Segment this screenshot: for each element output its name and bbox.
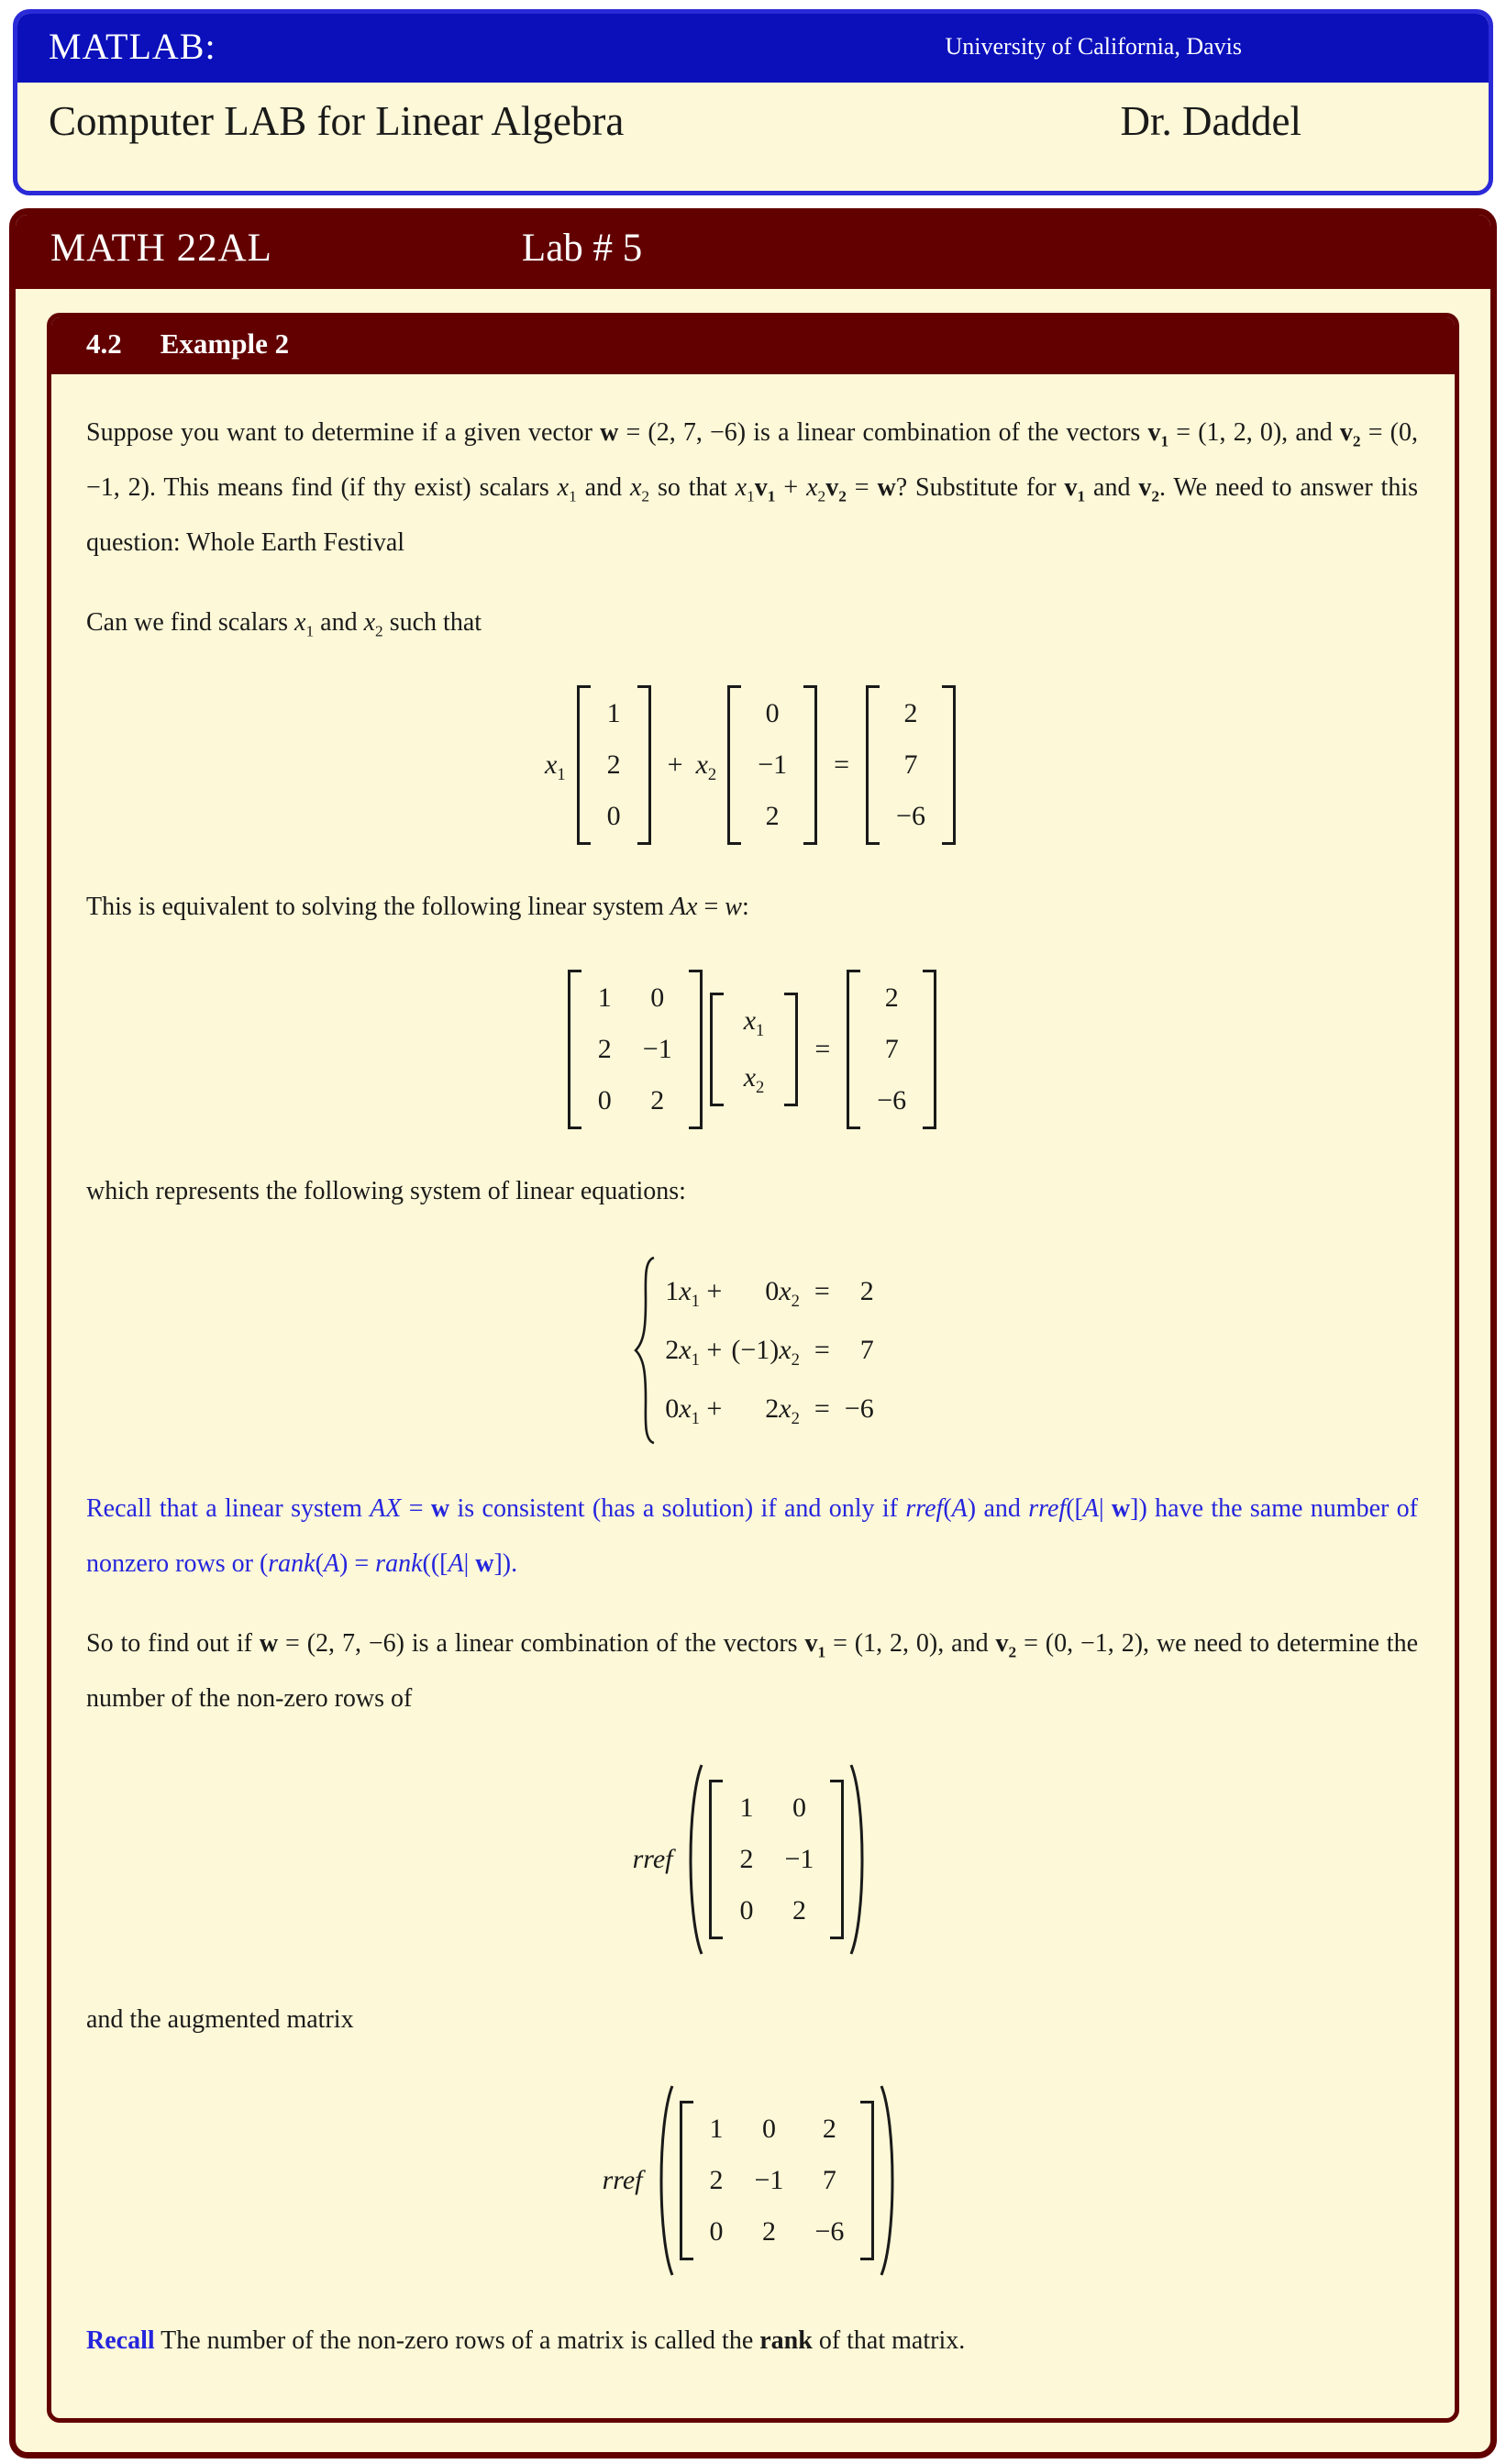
matrix-left-bracket: [727, 685, 741, 845]
university-name: University of California, Davis: [945, 32, 1242, 60]
matrix-cell: 0: [709, 2216, 724, 2248]
operator-plus: +: [667, 749, 683, 780]
matrix-cell: 2: [650, 1084, 665, 1115]
document-header: [13, 9, 1493, 195]
example-body: [51, 374, 1455, 2418]
matrix-cell: $x_2$: [743, 1061, 765, 1097]
system-rhs: 2: [859, 1276, 874, 1307]
matrix-left-bracket: [577, 685, 591, 845]
matrix-cell: 1: [709, 2114, 724, 2145]
matrix-A-entries: [581, 970, 689, 1129]
system-term: $2x_2$: [765, 1393, 800, 1429]
vector-x-entries: [724, 993, 785, 1106]
matrix-cell: 0: [761, 2114, 776, 2145]
matrix-A: [709, 1780, 844, 1939]
paragraph-represents: which represents the following system of linear equations:: [86, 1176, 686, 1205]
operator-equals: =: [834, 749, 850, 780]
matrix-right-bracket: [784, 993, 798, 1106]
matrix-left-bracket: [709, 1780, 723, 1939]
left-paren-icon: [652, 2082, 676, 2279]
matrix-cell: 2: [792, 1894, 806, 1926]
matrix-cell: 2: [709, 2165, 724, 2196]
example-section-title: Example 2: [160, 327, 290, 360]
matrix-cell: 2: [606, 749, 621, 780]
header-cream-bar: [17, 83, 1489, 191]
system-term: $2x_1$ +: [665, 1335, 723, 1371]
system-rows: [665, 1276, 874, 1429]
curly-brace-icon: [630, 1254, 659, 1447]
matrix-cell: 0: [792, 1792, 806, 1823]
equation-matrix-form: [86, 970, 1418, 1129]
matrix-cell: 2: [597, 1033, 612, 1064]
matrix-cell: 2: [903, 697, 918, 728]
panel-body: [16, 289, 1490, 2452]
system-term: $1x_1$ +: [665, 1276, 723, 1312]
paragraph-recall-rank: Recall The number of the non-zero rows of a matrix is called the rank of that matrix.: [86, 2326, 966, 2356]
matrix-cell: $x_1$: [743, 1004, 765, 1040]
matrix-right-bracket: [923, 970, 936, 1129]
paragraph-so-to-find: So to find out if w = (2, 7, −6) is a linear combination of the vectors $v_1 = (1$, 2, 0), and $v_2 = (0$, −1, 2), we need to determine the number of the non-zero rows of: [86, 1628, 1419, 1713]
coefficient-x2: $x_2$: [695, 749, 717, 784]
matrix-cell: 7: [884, 1033, 899, 1064]
header-blue-bar: [17, 14, 1489, 83]
banner-course-code: MATH 22AL: [50, 227, 272, 270]
matrix-cell: 0: [597, 1084, 612, 1115]
equation-linear-system: [86, 1254, 1418, 1447]
operator-equals: =: [814, 1033, 831, 1064]
matrix-cell: 0: [739, 1894, 754, 1926]
system-term: $0x_2$: [765, 1276, 800, 1312]
matrix-right-bracket: [860, 2101, 874, 2260]
matlab-title: MATLAB:: [49, 26, 216, 67]
matrix-cell: −6: [814, 2216, 845, 2248]
matrix-cell: 0: [765, 697, 780, 728]
matrix-cell: 7: [822, 2165, 836, 2196]
equation-rref-A: [86, 1761, 1418, 1958]
matrix-cell: 2: [822, 2114, 836, 2145]
system-term: $0x_1$ +: [665, 1393, 723, 1429]
matrix-cell: −1: [758, 749, 788, 780]
matrix-left-bracket: [847, 970, 860, 1129]
vector-w-entries: [880, 685, 942, 845]
matrix-cell: −1: [754, 2165, 784, 2196]
example-section-number: 4.2: [86, 327, 122, 360]
course-subtitle: Computer LAB for Linear Algebra: [49, 98, 625, 144]
matrix-cell: −6: [896, 800, 925, 831]
matrix-cell: 2: [884, 982, 899, 1013]
equation-rref-augmented: [86, 2082, 1418, 2279]
matrix-left-bracket: [710, 993, 724, 1106]
right-paren-icon: [847, 1761, 871, 1958]
example-header: [51, 317, 1455, 374]
rref-label: rref: [632, 1843, 673, 1874]
matrix-cell: 0: [606, 800, 621, 831]
matrix-augmented: [680, 2101, 875, 2260]
matrix-A: [568, 970, 703, 1129]
matrix-cell: −1: [642, 1033, 672, 1064]
vector-w: [866, 685, 956, 845]
content-panel: [9, 208, 1497, 2458]
matrix-augmented-entries: [693, 2101, 861, 2260]
paragraph-can-we-find: Can we find scalars $x_1$ and $x_2$ such that: [86, 607, 482, 640]
paragraph-augmented: and the augmented matrix: [86, 2004, 354, 2034]
paragraph-intro: Suppose you want to determine if a given vector w = (2, 7, −6) is a linear combination of the vectors $v_1 = (1$, 2, 0), and $v_2 = (0$, −1, 2). This means find (if thy exist) scalars $x_1$ and $x_2$ so that $x_1v_1 + x_2v_2 = w$? Substitute for $v_1$ and $v_2$. We need to answer this question: Whole Earth Festival: [86, 418, 1418, 558]
matrix-right-bracket: [689, 970, 703, 1129]
left-paren-icon: [681, 1761, 705, 1958]
vector-w-entries: [860, 970, 923, 1129]
matrix-cell: 7: [903, 749, 918, 780]
vector-v2: [727, 685, 817, 845]
matrix-left-bracket: [680, 2101, 693, 2260]
matrix-cell: 2: [761, 2216, 776, 2248]
matrix-cell: 2: [765, 800, 780, 831]
banner-lab-number: Lab # 5: [521, 227, 643, 270]
matrix-left-bracket: [866, 685, 880, 845]
example-section: [47, 313, 1459, 2423]
paragraph-recall-consistent: Recall that a linear system AX = w is consistent (has a solution) if and only if rref(A) and rref([A| w]) have the same number of nonzero rows or (rank(A) = rank(([A| w]).: [86, 1494, 1418, 1579]
matrix-right-bracket: [830, 1780, 844, 1939]
vector-x: [710, 993, 799, 1106]
matrix-cell: 1: [606, 697, 621, 728]
matrix-left-bracket: [568, 970, 581, 1129]
matrix-cell: 1: [739, 1792, 754, 1823]
matrix-A-entries: [723, 1780, 830, 1939]
matrix-right-bracket: [637, 685, 651, 845]
operator-equals: =: [814, 1393, 830, 1425]
vector-v1: [577, 685, 651, 845]
matrix-cell: −6: [877, 1084, 907, 1115]
instructor-name: Dr. Daddel: [1120, 98, 1301, 144]
matrix-cell: 2: [739, 1843, 754, 1874]
right-paren-icon: [878, 2082, 902, 2279]
matrix-right-bracket: [803, 685, 817, 845]
vector-v2-entries: [741, 685, 803, 845]
equation-linear-combination: [86, 685, 1418, 845]
vector-v1-entries: [591, 685, 637, 845]
system-rhs: 7: [859, 1335, 874, 1366]
matrix-right-bracket: [942, 685, 956, 845]
matrix-cell: 1: [597, 982, 612, 1013]
matrix-cell: −1: [784, 1843, 814, 1874]
operator-equals: =: [814, 1276, 830, 1307]
coefficient-x1: $x_1$: [545, 749, 566, 784]
paragraph-equivalent: This is equivalent to solving the following linear system Ax = w:: [86, 892, 749, 921]
operator-equals: =: [814, 1335, 830, 1366]
matrix-cell: 0: [650, 982, 665, 1013]
system-rhs: −6: [844, 1393, 874, 1425]
system-term: $(-1)x_2$: [731, 1335, 800, 1371]
rref-label: rref: [602, 2165, 643, 2196]
vector-w: [847, 970, 936, 1129]
course-banner: [16, 215, 1490, 289]
